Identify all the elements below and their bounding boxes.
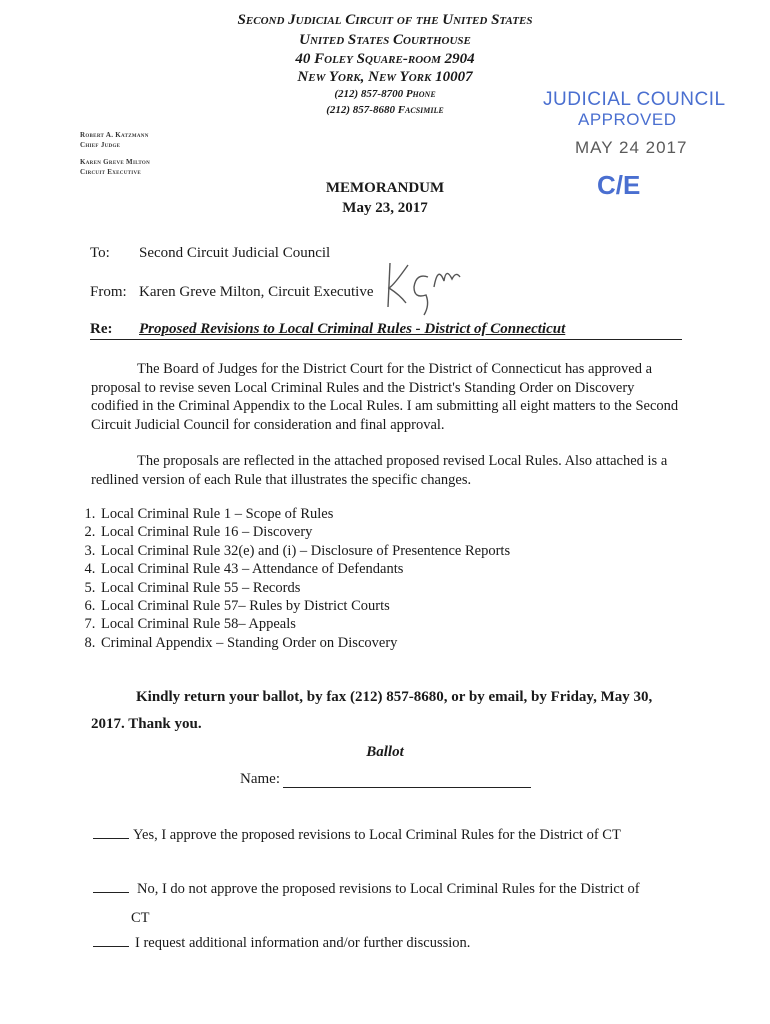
info-blank[interactable] <box>93 946 129 947</box>
rules-list <box>75 505 510 652</box>
letterhead-line-4: New York, New York 10007 <box>297 69 473 85</box>
memo-title: MEMORANDUM <box>325 180 445 196</box>
to-value: Second Circuit Judicial Council <box>139 245 331 261</box>
instructions-line-2: 2017. Thank you. <box>91 716 202 732</box>
paragraph-2: The proposals are reflected in the attached proposed revised Local Rules. Also attached is a redlined version of each Rule that illustrates the specific changes. <box>91 453 668 488</box>
re-value: Proposed Revisions to Local Criminal Rules - District of Connecticut <box>139 321 566 337</box>
letterhead-line-1: Second Judicial Circuit of the United States <box>237 12 533 28</box>
list-item: 8. Criminal Appendix – Standing Order on Discovery <box>99 634 510 652</box>
list-item: 7. Local Criminal Rule 58– Appeals <box>99 615 510 633</box>
ballot-title: Ballot <box>366 744 404 760</box>
option-info <box>93 935 470 952</box>
paragraph-1: The Board of Judges for the District Court for the District of Connecticut has approved a proposal to revise seven Local Criminal Rules and the District's Standing Order on Discovery codified in the Criminal Appendix to the Local Rules. I am submitting all eight matters to the Second Circuit Judicial Council for consideration and final approval. <box>91 361 679 433</box>
letterhead-line-3: 40 Foley Square-room 2904 <box>295 51 475 67</box>
option-no-line-2: CT <box>131 910 150 926</box>
from-value: Karen Greve Milton, Circuit Executive <box>139 284 374 300</box>
list-item: 1. Local Criminal Rule 1 – Scope of Rules <box>99 505 510 523</box>
memo-date: May 23, 2017 <box>342 200 428 216</box>
letterhead-phone: (212) 857-8700 Phone <box>334 88 436 100</box>
signature-initials <box>380 255 470 317</box>
letterhead-fax: (212) 857-8680 Facsimile <box>326 104 444 116</box>
stamp-line-2: APPROVED <box>578 110 677 129</box>
option-no-label: No, I do not approve the proposed revisions to Local Criminal Rules for the District of <box>137 881 640 897</box>
list-item: 5. Local Criminal Rule 55 – Records <box>99 579 510 597</box>
re-label: Re: <box>90 321 113 337</box>
circuit-executive-name: Karen Greve Milton <box>80 158 151 166</box>
option-no <box>93 881 640 898</box>
stamp-initials: C/E <box>597 170 641 200</box>
list-item: 3. Local Criminal Rule 32(e) and (i) – Disclosure of Presentence Reports <box>99 542 510 560</box>
yes-blank[interactable] <box>93 838 129 839</box>
no-blank[interactable] <box>93 892 129 893</box>
option-yes-label: Yes, I approve the proposed revisions to Local Criminal Rules for the District of CT <box>133 827 621 843</box>
option-info-label: I request additional information and/or further discussion. <box>135 935 471 951</box>
option-yes <box>93 827 621 844</box>
re-divider <box>90 339 682 340</box>
list-item: 2. Local Criminal Rule 16 – Discovery <box>99 523 510 541</box>
circuit-executive-title: Circuit Executive <box>80 168 142 176</box>
stamp-line-1: JUDICIAL COUNCIL <box>543 89 726 110</box>
to-label: To: <box>90 245 110 261</box>
stamp-date: MAY 24 2017 <box>575 138 688 157</box>
list-item: 6. Local Criminal Rule 57– Rules by District Courts <box>99 597 510 615</box>
instructions-line-1: Kindly return your ballot, by fax (212) 857-8680, or by email, by Friday, May 30, <box>136 689 653 705</box>
letterhead-line-2: United States Courthouse <box>299 32 471 48</box>
from-label: From: <box>90 284 127 300</box>
name-label: Name: <box>240 771 280 787</box>
chief-judge-title: Chief Judge <box>80 141 121 149</box>
chief-judge-name: Robert A. Katzmann <box>80 131 149 139</box>
name-field[interactable] <box>283 787 531 788</box>
list-item: 4. Local Criminal Rule 43 – Attendance of Defendants <box>99 560 510 578</box>
